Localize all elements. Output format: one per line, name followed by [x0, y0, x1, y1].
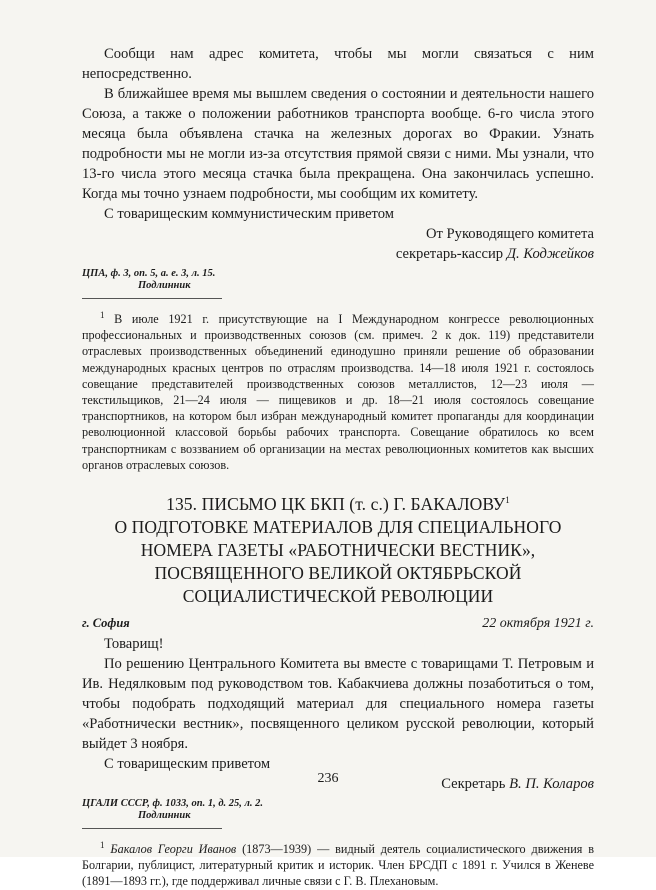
- sender-line: [82, 224, 594, 244]
- closing-greeting: С товарищеским приветом: [104, 755, 271, 772]
- paragraph: В ближайшее время мы вышлем сведения о состоянии и деятельности нашего Союза, а также о положении работников транспорта вообще. 6-го числа этого месяца была объявлена стачка на железных дорогах во Фракии. Узнать подробности мы не могли из-за отсутствия прямой связи с ними. Мы узнали, что 13-го числа этого месяца стачка была прекращена. Она закончилась успешно. Когда мы точно узнаем подробности, мы сообщим их комитету.: [82, 86, 594, 202]
- paragraph: По решению Центрального Комитета вы вместе с товарищами Т. Петровым и Ив. Недялковым под руководством тов. Кабакчиева должны позаботиться о том, чтобы подобрать подходящий материал для специального номера газеты «Работнически вестник», посвященного целиком русской революции, который выйдет 3 ноября.: [82, 655, 594, 752]
- place: г. София: [82, 615, 130, 630]
- heading-line: СОЦИАЛИСТИЧЕСКОЙ РЕВОЛЮЦИИ: [182, 585, 494, 606]
- archive-note: Подлинник: [138, 809, 191, 821]
- paragraph: Сообщи нам адрес комитета, чтобы мы могли связаться с ним непосредственно.: [82, 46, 594, 82]
- footnote-text: В июле 1921 г. присутствующие на I Международном конгрессе революционных профессиональных и производственных союзов (см. примеч. 2 к док. 119) представители отраслевых производственных объединений единодушно приняли решение об образовании международных красных центров по отраслям производства. 14—18 июля 1921 г. состоялось совещание представителей производственных союзов металлистов, 12—23 июля — текстильщиков, 21—24 июля — пищевиков и др. 18—21 июля состоялось совещание транспортников, на котором был избран международный комитет пропаганды для координации революционной классовой борьбы рабочих транспорта. Совещание обратилось ко всем транспортникам с воззванием об организации на местах революционных комитетов как высших органов отраслевых союзов.: [82, 312, 594, 472]
- sender-organization: От Руководящего комитета: [425, 226, 594, 242]
- heading-line: НОМЕРА ГАЗЕТЫ «РАБОТНИЧЕСКИ ВЕСТНИК»,: [140, 539, 536, 560]
- document-heading: [82, 489, 594, 608]
- footnote-divider: [82, 828, 222, 829]
- archive-reference: [82, 798, 594, 822]
- heading-line: ПОСВЯЩЕННОГО ВЕЛИКОЙ ОКТЯБРЬСКОЙ: [154, 562, 522, 583]
- footnote-person-name: Бакалов Георги Иванов: [110, 841, 237, 856]
- signature-line: [82, 244, 594, 264]
- date: 22 октября 1921 г.: [482, 615, 594, 631]
- heading-line: 135. ПИСЬМО ЦК БКП (т. с.) Г. БАКАЛОВУ: [166, 493, 506, 514]
- closing-greeting: С товарищеским коммунистическим приветом: [104, 206, 394, 222]
- footnote-divider: [82, 298, 222, 299]
- heading-footnote-mark: 1: [505, 495, 510, 506]
- signer-name: Д. Коджейков: [506, 246, 594, 262]
- heading-line: О ПОДГОТОВКЕ МАТЕРИАЛОВ ДЛЯ СПЕЦИАЛЬНОГО: [114, 516, 562, 537]
- archive-note: Подлинник: [138, 280, 191, 291]
- archive-citation: ЦПА, ф. 3, оп. 5, а. е. 3, л. 15.: [82, 268, 216, 279]
- footnote-text: (1873—1939) — видный деятель социалистического движения в Болгарии, публицист, литературный критик и историк. Член БРСДП с 1891 г. Учился в Женеве (1891—1893 гг.), где поддерживал личные связи с Г. В. Плехановым.: [82, 841, 594, 889]
- signer-role: Секретарь: [441, 775, 506, 792]
- signer-name: В. П. Коларов: [509, 775, 594, 792]
- archive-reference: [82, 268, 594, 292]
- signer-role: секретарь-кассир: [395, 246, 504, 262]
- page-number: 236: [317, 771, 339, 786]
- salutation: Товарищ!: [104, 635, 164, 652]
- upper-letter-body: [82, 44, 594, 264]
- footnote-mark: 1: [100, 310, 105, 320]
- place-date-line: [82, 616, 594, 632]
- footnote: [82, 837, 594, 890]
- footnote-mark: 1: [100, 839, 105, 850]
- letter-body: [82, 634, 594, 794]
- archive-citation: ЦГАЛИ СССР, ф. 1033, оп. 1, д. 25, л. 2.: [82, 797, 264, 809]
- footnote: [82, 307, 594, 473]
